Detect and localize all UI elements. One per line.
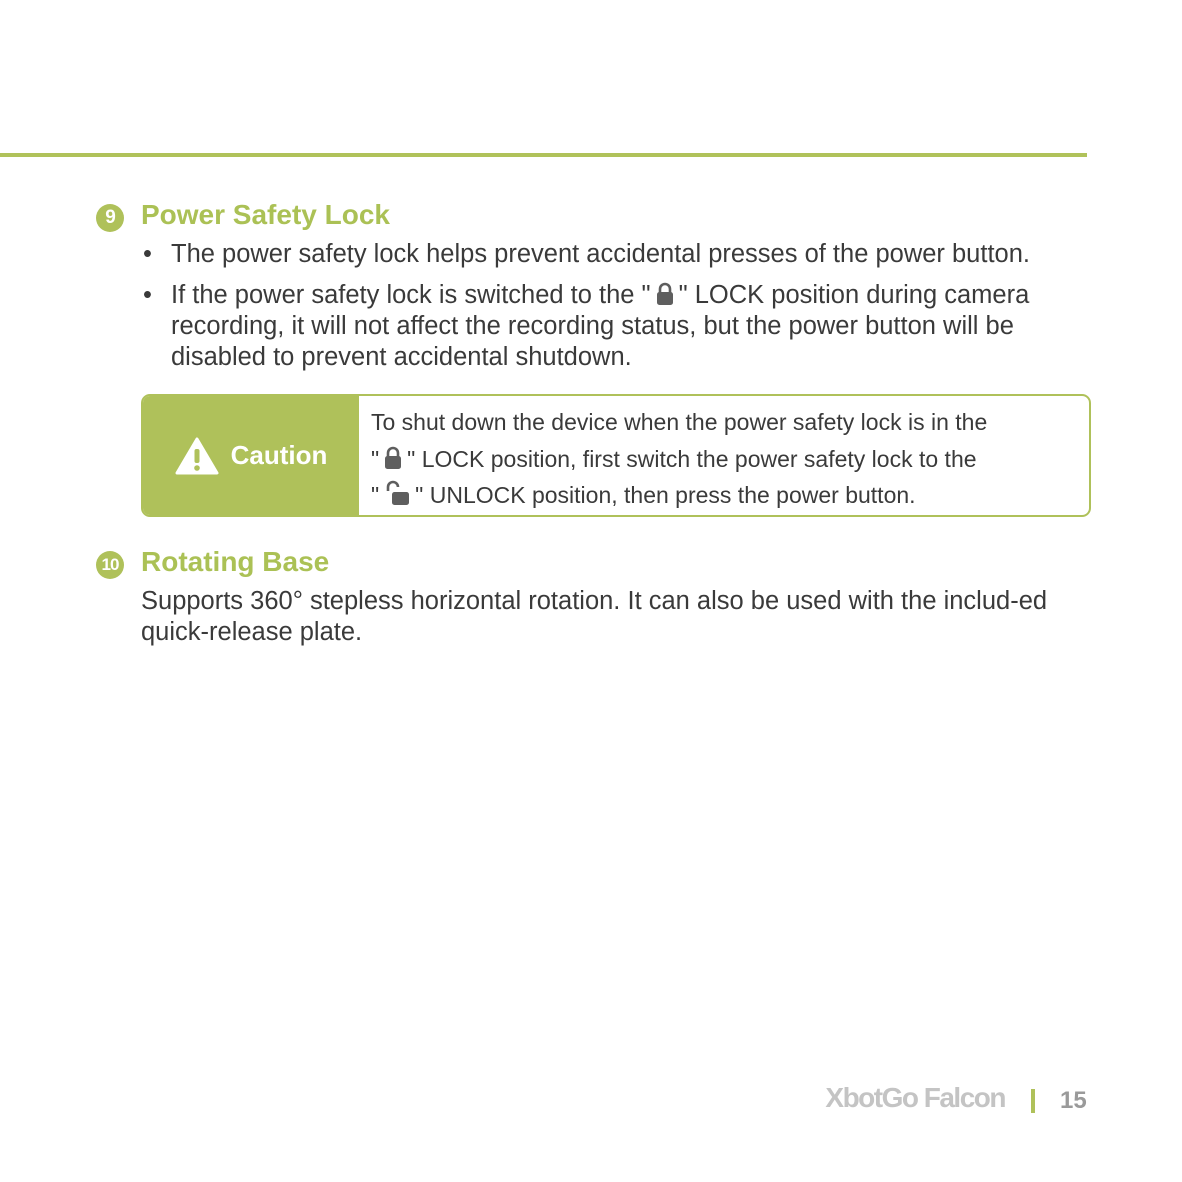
caution-text — [371, 404, 1081, 514]
section-paragraph: Supports 360° stepless horizontal rotation. It can also be used with the includ-ed quick-release plate. — [141, 587, 1048, 646]
header-rule — [0, 153, 1087, 157]
bullet-item: • If the power safety lock is switched to the " " LOCK position during camera recording, it will not affect the recording status, but the power button will be disabled to prevent accidental shutdown. — [143, 281, 1030, 371]
section-rotating-base — [96, 546, 1096, 646]
caution-box — [141, 394, 1091, 517]
bullet-text: The power safety lock helps prevent accidental presses of the power button. — [171, 240, 1030, 268]
section-heading — [96, 199, 1096, 233]
lock-icon — [656, 282, 674, 306]
unlock-icon — [384, 480, 410, 506]
caution-tag — [143, 396, 359, 515]
caution-line: " " LOCK position, first switch the power safety lock to the — [371, 445, 977, 472]
section-title: Power Safety Lock — [141, 199, 390, 230]
bullet-text-before: If the power safety lock is switched to the " — [171, 281, 651, 309]
footer-brand: XbotGo Falcon — [825, 1082, 1005, 1113]
caution-line: " " UNLOCK position, then press the power button. — [371, 482, 916, 508]
section-number-badge: 9 — [96, 204, 124, 232]
bullet-text-after: " LOCK position during camera recording, it will not affect the recording status, but the power button will be disabled to prevent accidental shutdown. — [171, 281, 1030, 371]
page-number: 15 — [1060, 1087, 1087, 1114]
bullet-list — [141, 239, 1096, 383]
caution-line: To shut down the device when the power safety lock is in the — [371, 409, 988, 435]
warning-icon — [175, 437, 219, 475]
caution-label: Caution — [230, 440, 328, 470]
footer-divider — [1031, 1089, 1035, 1113]
lock-icon — [384, 446, 402, 470]
section-title: Rotating Base — [141, 546, 330, 577]
bullet-item: • The power safety lock helps prevent accidental presses of the power button. — [143, 240, 1030, 268]
section-power-safety-lock — [96, 199, 1096, 371]
section-heading — [96, 546, 1096, 580]
section-number-badge: 10 — [96, 551, 124, 579]
